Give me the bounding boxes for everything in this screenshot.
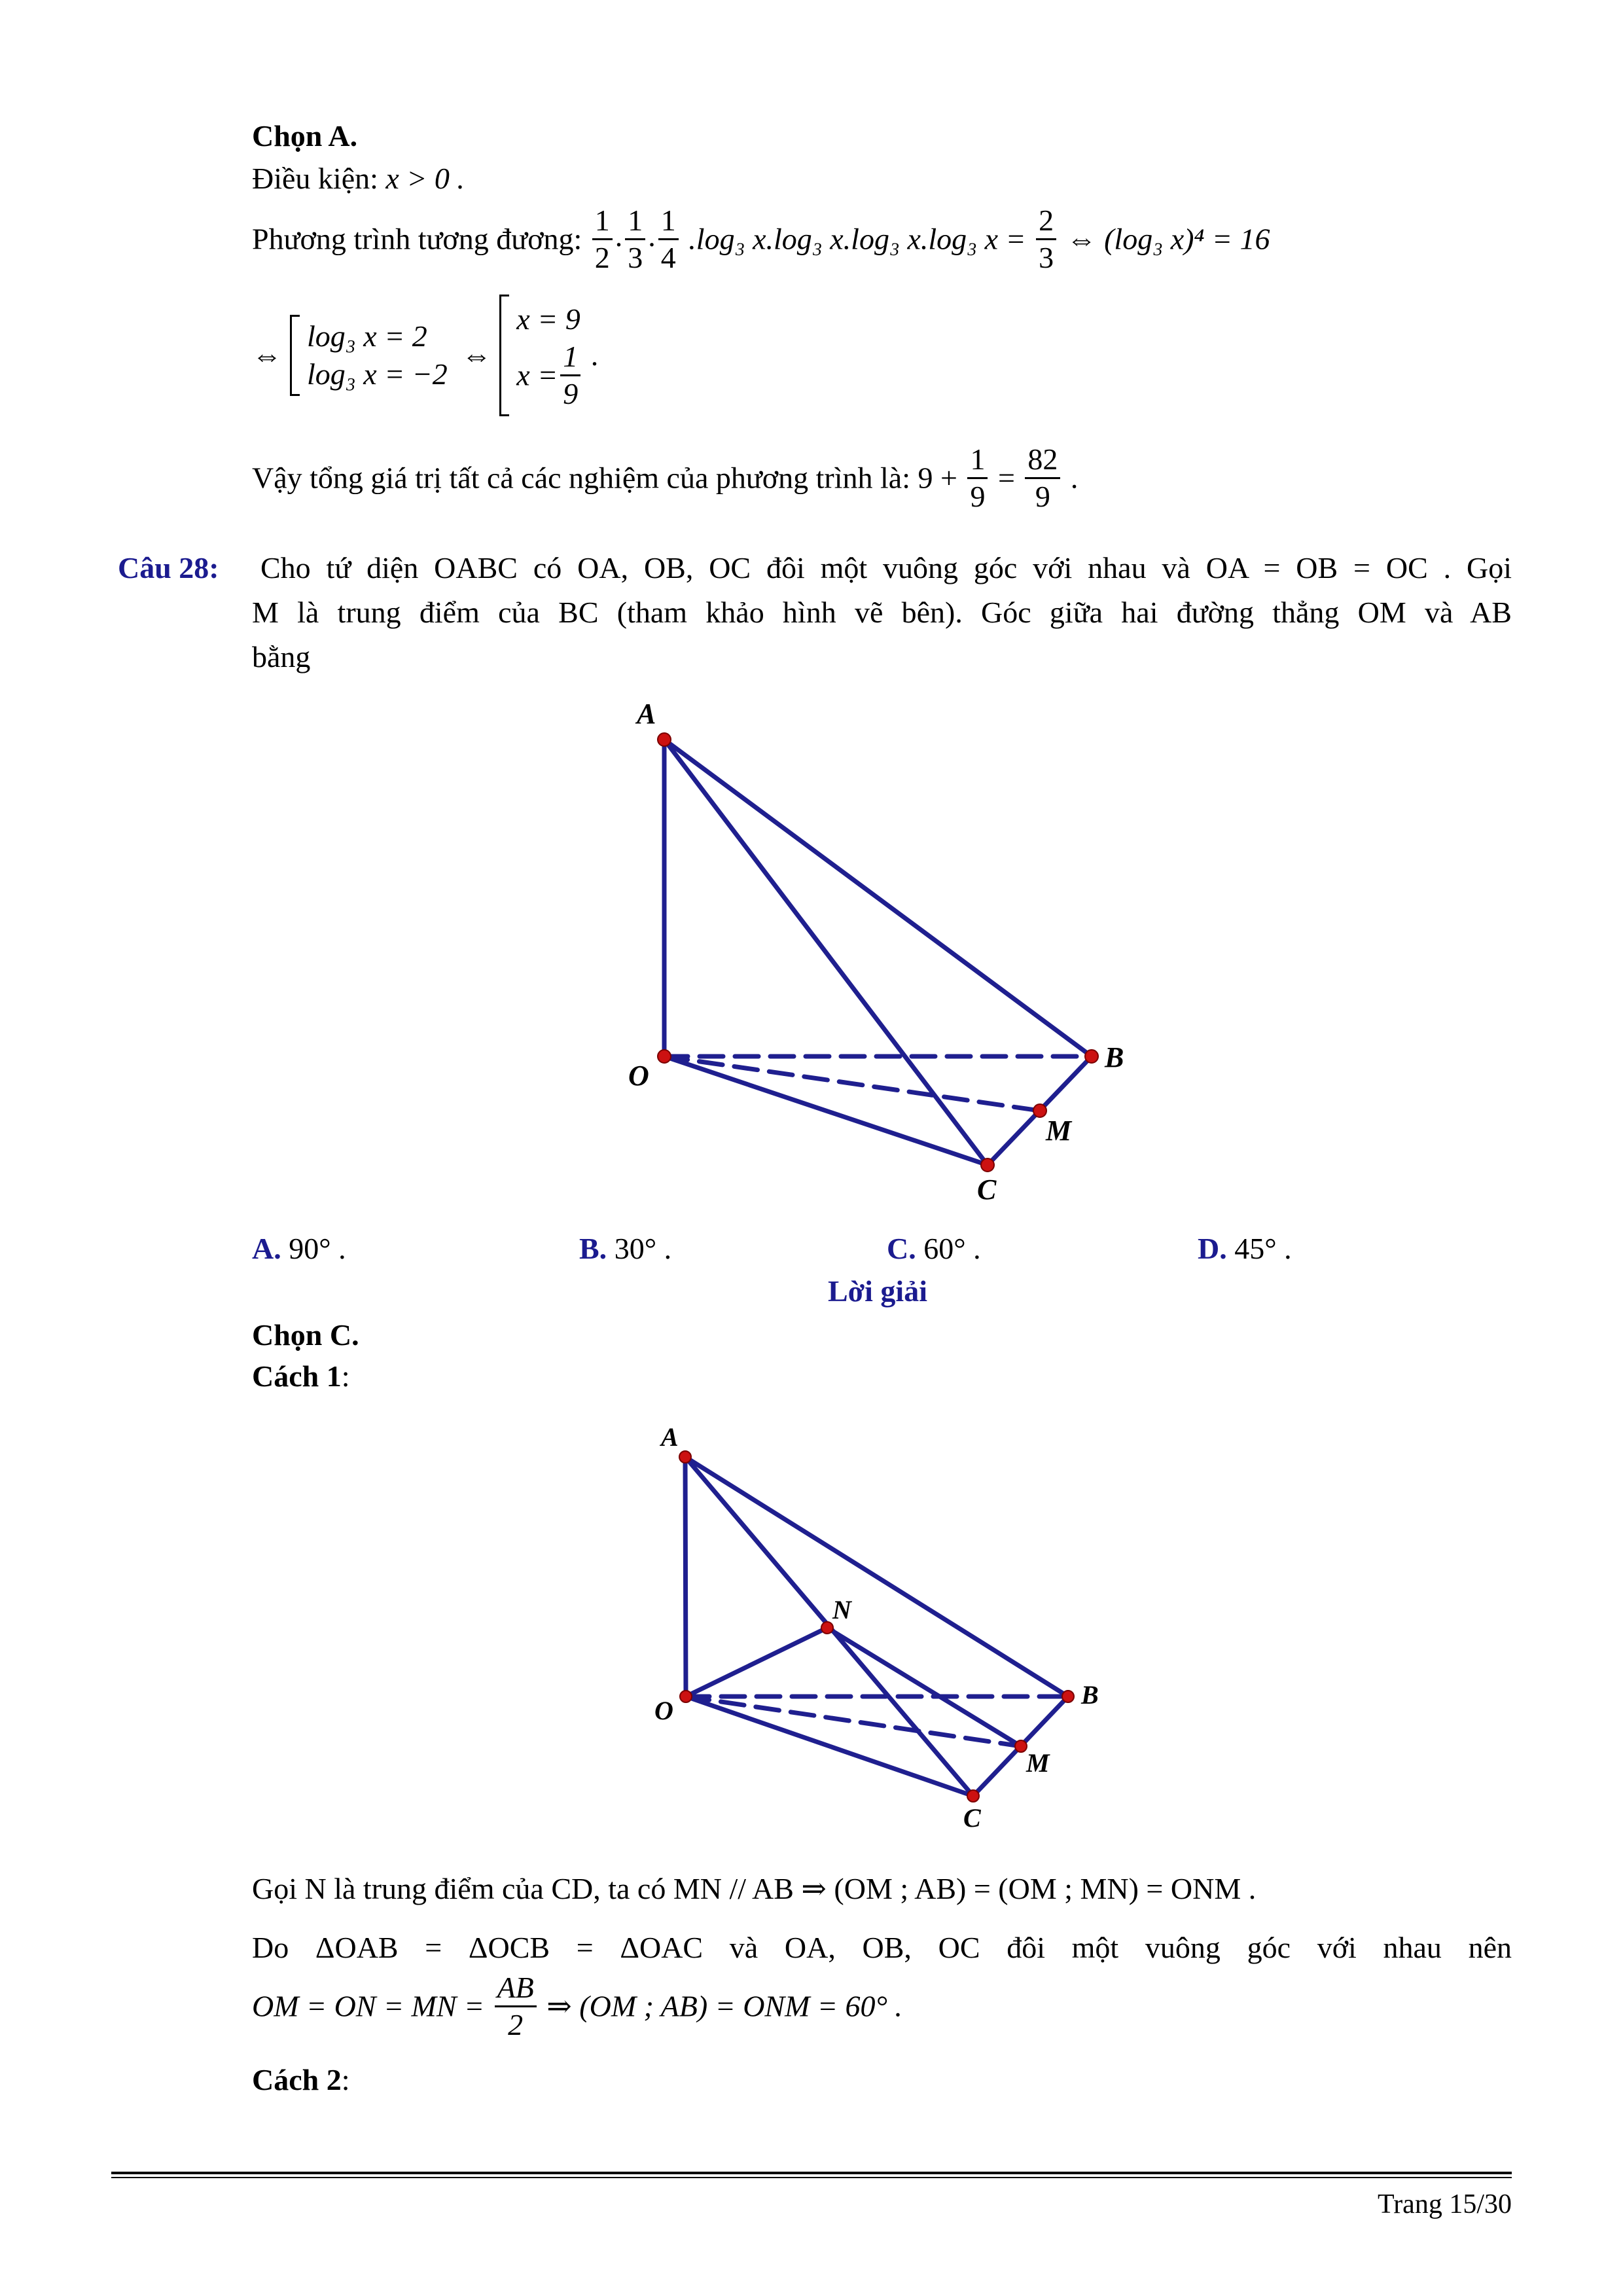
label-m-2: M	[1026, 1748, 1050, 1778]
solution-line-3: OM = ON = MN = $\frac{AB}{2}$ ⇒ (OM ; AB) = ONM = 60° .	[252, 1971, 902, 2041]
point-n-2	[821, 1622, 833, 1634]
label-c-1: C	[977, 1174, 997, 1206]
method-1-heading: Cách 1:	[252, 1359, 350, 1393]
point-o-2	[680, 1691, 692, 1702]
fraction-quarter: $\frac{1}{4}$	[658, 203, 679, 276]
sum-result: $\frac{82}{9}$	[1025, 442, 1060, 514]
method-2-heading: Cách 2:	[252, 2063, 350, 2096]
footer-rule	[111, 2172, 1512, 2174]
condition-label: Điều kiện:	[252, 162, 378, 195]
equation-line: Phương trình tương đương: $\frac{1}{2}$ . $\frac{1}{3}$ . $\frac{1}{4}$ .log₃ x.log₃ x.log₃ x.log₃ x = $\frac{2}{3}$ ⇔ (log₃ x)⁴ = 16	[252, 204, 1270, 274]
label-o-1: O	[628, 1060, 649, 1092]
sum-label: Vậy tổng giá trị tất cả các nghiệm của phương trình là:	[252, 461, 910, 495]
equiv-symbol-2: ⇔	[461, 338, 492, 372]
label-b-2: B	[1081, 1680, 1099, 1710]
label-c-2: C	[963, 1803, 981, 1833]
fraction-two-thirds: $\frac{2}{3}$	[1036, 203, 1056, 276]
label-a-1: A	[637, 698, 656, 730]
sum-prefix: 9 +	[918, 461, 957, 495]
question-label: Câu 28:	[118, 551, 219, 584]
label-n-2: N	[832, 1595, 851, 1624]
solution-line-2: Do ΔOAB = ΔOCB = ΔOAC và OA, OB, OC đôi một vuông góc với nhau nên	[252, 1931, 1512, 1964]
solution-system: x = 9 x = $\frac{1}{9}$	[516, 302, 580, 410]
log-power-eq: ⇔ (log₃ x)⁴ = 16	[1066, 222, 1270, 256]
option-b[interactable]: B. 30° .	[579, 1232, 672, 1265]
label-m-1: M	[1046, 1115, 1072, 1147]
point-m-2	[1015, 1740, 1027, 1752]
question-line-1: Cho tứ diện OABC có OA, OB, OC đôi một vuông góc với nhau và OA = OB = OC . Gọi	[260, 551, 1512, 584]
question-line-3: bằng	[252, 640, 311, 673]
point-c-2	[967, 1790, 979, 1802]
choose-answer-27: Chọn A.	[252, 119, 358, 152]
point-b-2	[1062, 1691, 1074, 1702]
point-a-2	[679, 1451, 691, 1463]
fraction-third: $\frac{1}{3}$	[625, 203, 645, 276]
period-2: .	[1070, 461, 1079, 495]
sum-equals: =	[997, 461, 1015, 495]
choose-answer-28: Chọn C.	[252, 1318, 359, 1352]
log-product: .log₃ x.log₃ x.log₃ x.log₃ x =	[688, 222, 1026, 256]
solution-line-1: Gọi N là trung điểm của CD, ta có MN // AB ⇒ (OM ; AB) = (OM ; MN) = ONM .	[252, 1872, 1257, 1905]
footer-rule-thin	[111, 2177, 1512, 2178]
condition-expr: x > 0 .	[385, 162, 465, 195]
solution-heading: Lời giải	[828, 1274, 927, 1308]
question-line-2: M là trung điểm của BC (tham khảo hình vẽ bên). Góc giữa hai đường thẳng OM và AB	[252, 596, 1512, 629]
option-d[interactable]: D. 45° .	[1198, 1232, 1292, 1265]
label-o-2: O	[654, 1696, 673, 1725]
period: .	[590, 338, 599, 372]
equation-label: Phương trình tương đương:	[252, 222, 582, 256]
label-a-2: A	[661, 1422, 679, 1452]
option-c[interactable]: C. 60° .	[887, 1232, 981, 1265]
log-system: log₃ x = 2 log₃ x = −2	[307, 319, 448, 391]
sum-fraction: $\frac{1}{9}$	[967, 442, 988, 514]
label-b-1: B	[1105, 1041, 1124, 1073]
option-a[interactable]: A. 90° .	[252, 1232, 346, 1265]
equiv-symbol-1: ⇔	[252, 338, 282, 372]
fraction-half: $\frac{1}{2}$	[592, 203, 613, 276]
page-number: Trang 15/30	[1378, 2189, 1512, 2219]
